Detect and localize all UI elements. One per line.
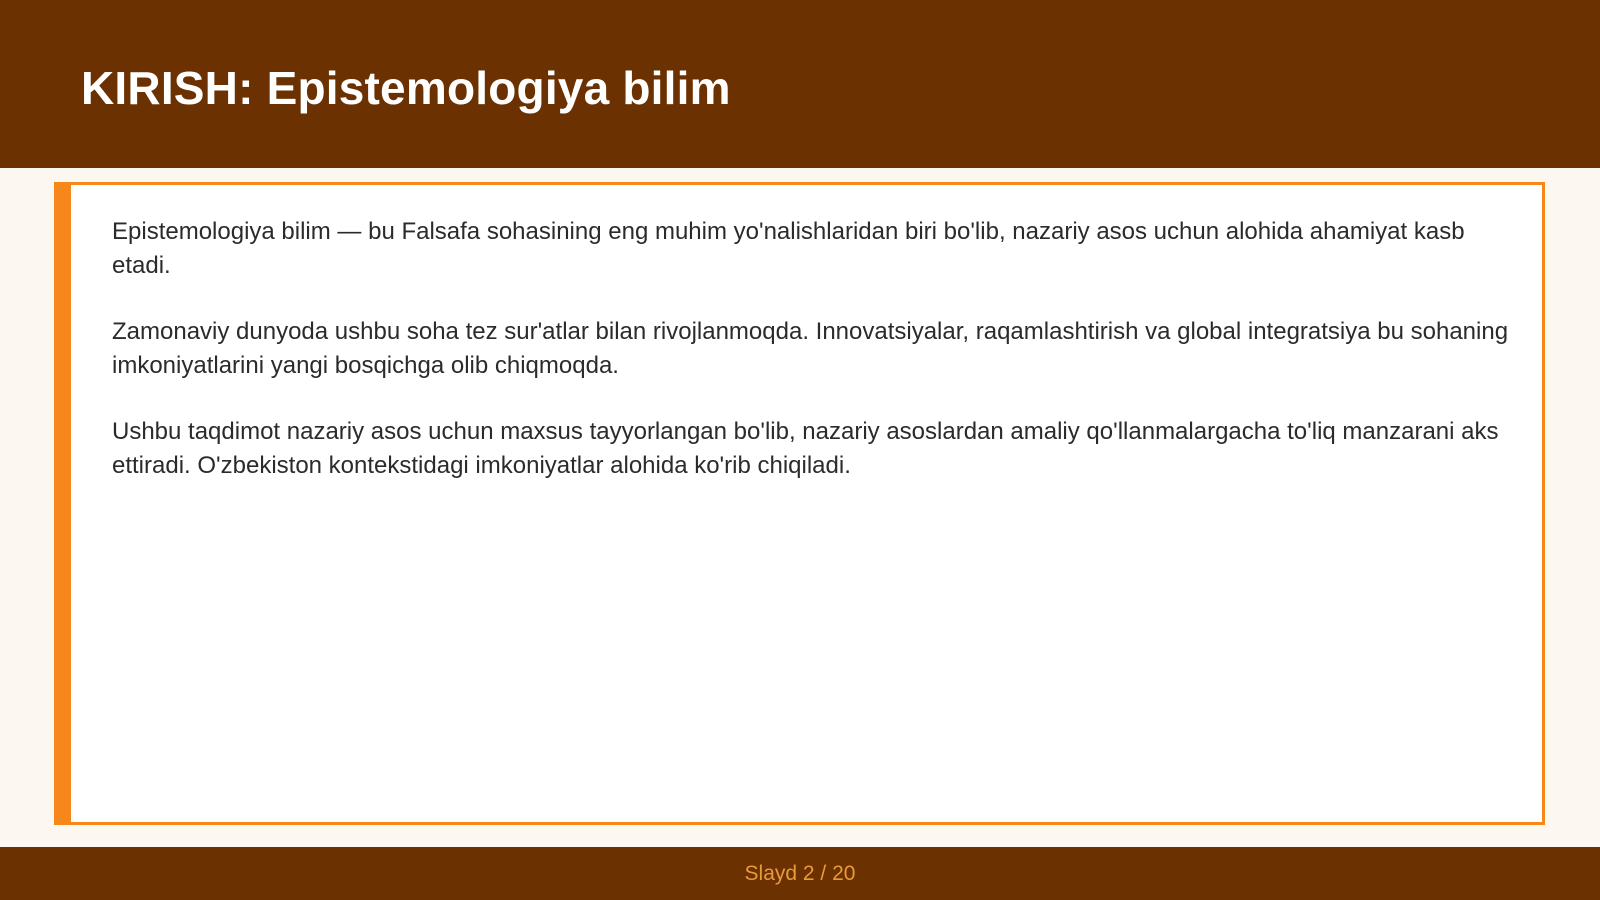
slide-footer xyxy=(0,847,1600,900)
paragraph-modern-world: Zamonaviy dunyoda ushbu soha tez sur'atlar bilan rivojlanmoqda. Innovatsiyalar, raqamlashtirish va global integratsiya bu sohaning imkoniyatlarini yangi bosqichga olib chiqmoqda. xyxy=(112,318,1509,379)
slide-header xyxy=(0,0,1600,168)
slide-counter: Slayd 2 / 20 xyxy=(744,862,856,885)
paragraph-intro: Epistemologiya bilim — bu Falsafa sohasining eng muhim yo'nalishlaridan biri bo'lib, nazariy asos uchun alohida ahamiyat kasb etadi. xyxy=(112,218,1465,279)
paragraph-presentation-purpose: Ushbu taqdimot nazariy asos uchun maxsus tayyorlangan bo'lib, nazariy asoslardan amaliy qo'llanmalargacha to'liq manzarani aks ettiradi. O'zbekiston kontekstidagi imkoniyatlar alohida ko'rib chiqiladi. xyxy=(112,418,1499,479)
content-panel xyxy=(54,182,1545,825)
slide-title: KIRISH: Epistemologiya bilim xyxy=(81,62,731,114)
